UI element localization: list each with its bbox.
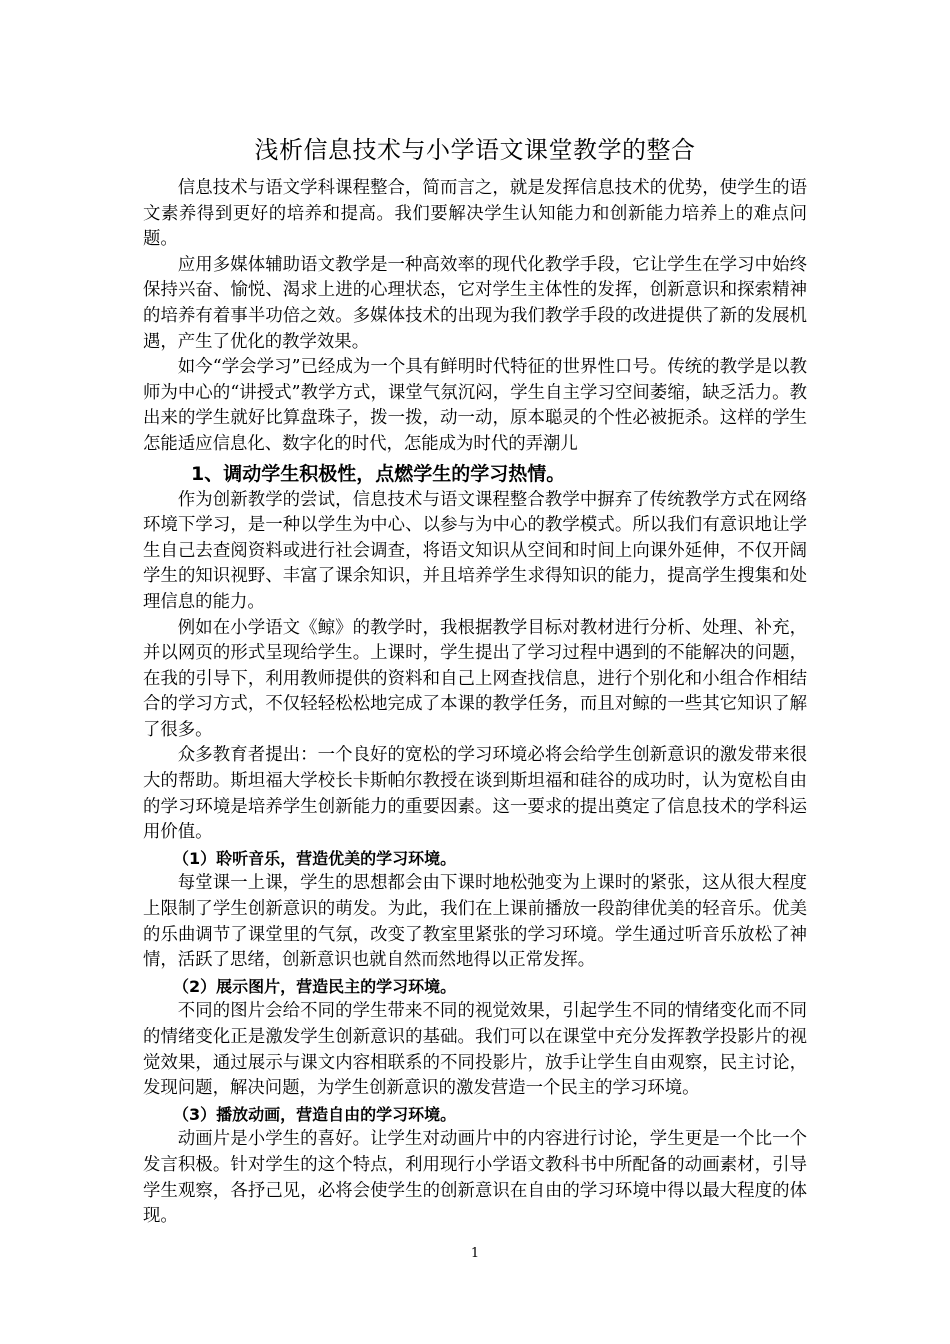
subsection3-paragraph: 动画片是小学生的喜好。让学生对动画片中的内容进行讨论，学生更是一个比一个发言积极。针对学生的这个特点，利用现行小学语文教科书中所配备的动画素材，引导学生观察，各抒己见，必将会使学生的创新意识在自由的学习环境中得以最大程度的体现。 xyxy=(143,1129,807,1227)
section1-paragraph-1: 作为创新教学的尝试，信息技术与语文课程整合教学中摒弃了传统教学方式在网络环境下学习，是一种以学生为中心、以参与为中心的教学模式。所以我们有意识地让学生自己去查阅资料或进行社会调查，将语文知识从空间和时间上向课外延伸，不仅开阔学生的知识视野、丰富了课余知识，并且培养学生求得知识的能力，提高学生搜集和处理信息的能力。 xyxy=(143,489,807,612)
intro-paragraph-2: 应用多媒体辅助语文教学是一种高效率的现代化教学手段，它让学生在学习中始终保持兴奋、愉悦、渴求上进的心理状态，它对学生主体性的发挥，创新意识和探索精神的培养有着事半功倍之效。多媒体技术的出现为我们教学手段的改进提供了新的发展机遇，产生了优化的教学效果。 xyxy=(143,254,807,352)
subsection1-paragraph: 每堂课一上课，学生的思想都会由下课时地松弛变为上课时的紧张，这从很大程度上限制了学生创新意识的萌发。为此，我们在上课前播放一段韵律优美的轻音乐。优美的乐曲调节了课堂里的气氛，改变了教室里紧张的学习环境。学生通过听音乐放松了神情，活跃了思绪，创新意识也就自然而然地得以正常发挥。 xyxy=(143,873,807,971)
section1-paragraph-2: 例如在小学语文《鲸》的教学时，我根据教学目标对教材进行分析、处理、补充，并以网页的形式呈现给学生。上课时，学生提出了学习过程中遇到的不能解决的问题，在我的引导下，利用教师提供的资料和自己上网查找信息，进行个别化和小组合作相结合的学习方式，不仅轻轻松松地完成了本课的教学任务，而且对鲸的一些其它知识了解了很多。 xyxy=(143,617,807,740)
subsection-heading-2: （2）展示图片，营造民主的学习环境。 xyxy=(173,976,457,996)
document-page xyxy=(143,126,807,1230)
intro-paragraph-3: 如今“学会学习”已经成为一个具有鲜明时代特征的世界性口号。传统的教学是以教师为中心的“讲授式”教学方式，课堂气氛沉闷，学生自主学习空间萎缩，缺乏活力。教出来的学生就好比算盘珠子，拨一拨，动一动，原本聪灵的个性必被扼杀。这样的学生怎能适应信息化、数字化的时代，怎能成为时代的弄潮儿 xyxy=(143,357,807,454)
section1-paragraph-3: 众多教育者提出：一个良好的宽松的学习环境必将会给学生创新意识的激发带来很大的帮助。斯坦福大学校长卡斯帕尔教授在谈到斯坦福和硅谷的成功时，认为宽松自由的学习环境是培养学生创新能力的重要因素。这一要求的提出奠定了信息技术的学科运用价值。 xyxy=(143,745,807,843)
section-heading-1: 1、调动学生积极性，点燃学生的学习热情。 xyxy=(191,462,566,485)
document-title: 浅析信息技术与小学语文课堂教学的整合 xyxy=(254,136,696,164)
page-number: 1 xyxy=(470,1246,480,1261)
intro-paragraph-1: 信息技术与语文学科课程整合，简而言之，就是发挥信息技术的优势，使学生的语文素养得到更好的培养和提高。我们要解决学生认知能力和创新能力培养上的难点问题。 xyxy=(143,178,807,250)
subsection2-paragraph: 不同的图片会给不同的学生带来不同的视觉效果，引起学生不同的情绪变化而不同的情绪变化正是激发学生创新意识的基础。我们可以在课堂中充分发挥教学投影片的视觉效果，通过展示与课文内容相联系的不同投影片，放手让学生自由观察，民主讨论，发现问题，解决问题，为学生创新意识的激发营造一个民主的学习环境。 xyxy=(143,1001,807,1099)
subsection-heading-3: （3）播放动画，营造自由的学习环境。 xyxy=(173,1104,457,1124)
subsection-heading-1: （1）聆听音乐，营造优美的学习环境。 xyxy=(173,848,457,868)
